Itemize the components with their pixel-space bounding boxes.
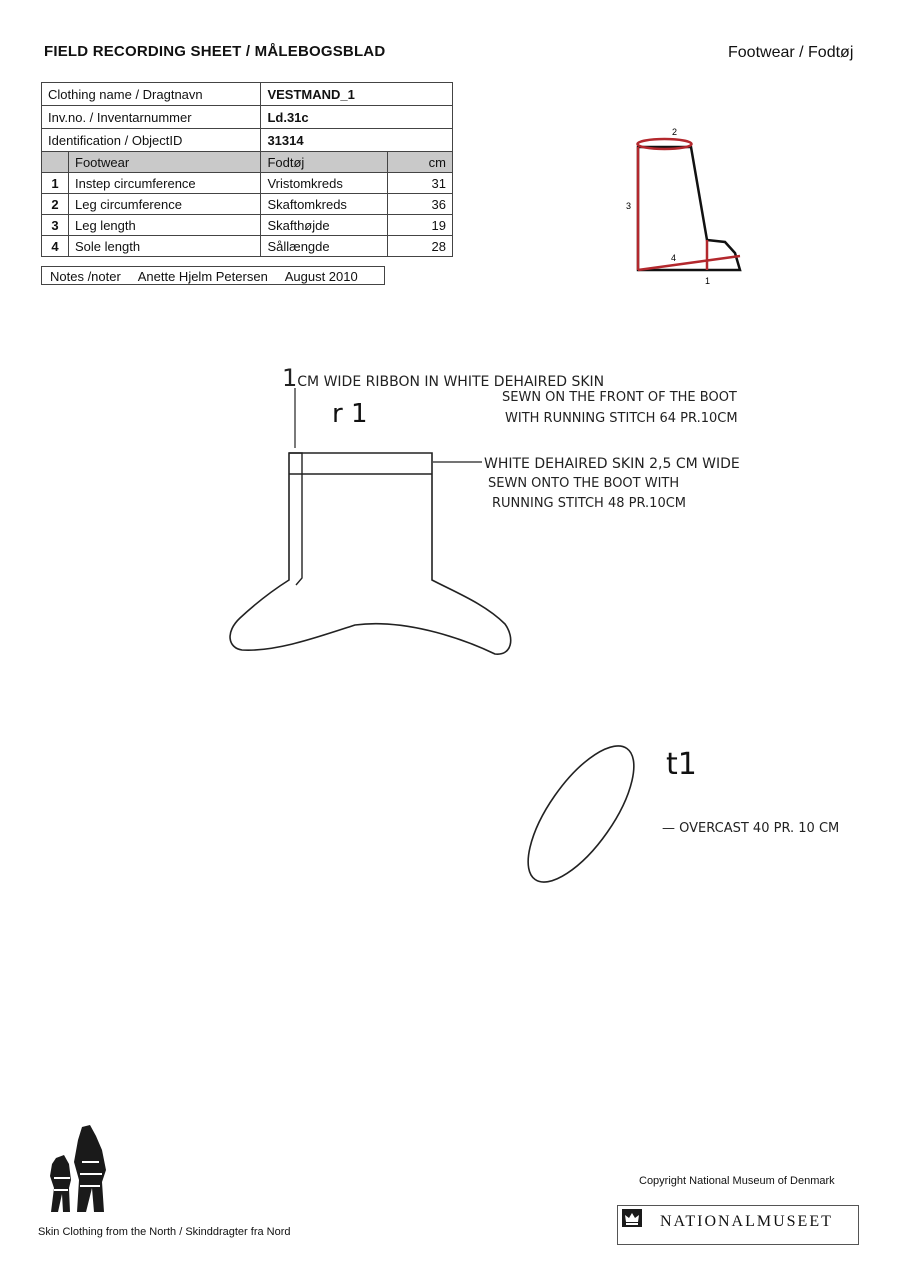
ribbon-note-line-3: WITH RUNNING STITCH 64 PR.10CM: [505, 411, 738, 426]
measure-name-en: Instep circumference: [69, 173, 261, 194]
header-fodtoj: Fodtøj: [261, 152, 388, 173]
table-row: [42, 215, 453, 236]
crown-icon: [622, 1209, 642, 1227]
measure-name-en: Leg length: [69, 215, 261, 236]
measure-name-da: Skaftomkreds: [261, 194, 388, 215]
row-number: 4: [42, 236, 69, 257]
table-header-row: [42, 152, 453, 173]
guide-label-4: 4: [671, 253, 677, 263]
table-row: [42, 173, 453, 194]
object-id-value: 31314: [261, 129, 453, 152]
table-row: [42, 83, 453, 106]
header-blank-cell: [42, 152, 69, 173]
overcast-note: — OVERCAST 40 PR. 10 CM: [662, 821, 840, 836]
ribbon-strip: [289, 453, 302, 585]
guide-label-3: 3: [626, 201, 632, 211]
measurement-guide-diagram: [600, 120, 760, 290]
meta-label: Inv.no. / Inventarnummer: [42, 106, 261, 129]
measure-name-en: Leg circumference: [69, 194, 261, 215]
meta-label: Clothing name / Dragtnavn: [42, 83, 261, 106]
label-t1: t1: [666, 747, 697, 782]
row-number: 2: [42, 194, 69, 215]
guide-label-1: 1: [705, 276, 711, 286]
row-number: 3: [42, 215, 69, 236]
table-row: [42, 236, 453, 257]
measure-name-en: Sole length: [69, 236, 261, 257]
boot-outline: [230, 453, 511, 654]
clothing-name-value: VESTMAND_1: [261, 83, 453, 106]
header-footwear: Footwear: [69, 152, 261, 173]
ribbon-note-line-2: SEWN ON THE FRONT OF THE BOOT: [502, 390, 737, 405]
sole-sketch: [515, 735, 665, 900]
notes-date: August 2010: [284, 269, 358, 284]
measure-name-da: Sållængde: [261, 236, 388, 257]
row-number: 1: [42, 173, 69, 194]
measure-name-da: Vristomkreds: [261, 173, 388, 194]
sole-outline: [515, 735, 653, 898]
copyright-text: Copyright National Museum of Denmark: [639, 1175, 835, 1187]
project-caption: Skin Clothing from the North / Skinddragter fra Nord: [38, 1226, 291, 1238]
recording-table: [41, 82, 453, 257]
measure-name-da: Skafthøjde: [261, 215, 388, 236]
boot-sketch: [220, 380, 520, 680]
museum-name: NATIONALMUSEET: [660, 1213, 833, 1230]
measure-value: 31: [388, 173, 453, 194]
category-label: Footwear / Fodtøj: [728, 44, 854, 61]
top-band-note-line-1: WHITE DEHAIRED SKIN 2,5 CM WIDE: [484, 456, 740, 472]
sheet-title: FIELD RECORDING SHEET / MÅLEBOGSBLAD: [44, 43, 386, 60]
table-row: [42, 194, 453, 215]
inventory-number-value: Ld.31c: [261, 106, 453, 129]
measure-value: 19: [388, 215, 453, 236]
table-row: [42, 106, 453, 129]
notes-author: Anette Hjelm Petersen: [137, 269, 268, 284]
notes-label: Notes /noter: [50, 269, 121, 284]
table-row: [42, 129, 453, 152]
notes-box: [41, 266, 385, 285]
guide-boot-outline: [638, 147, 740, 270]
guide-label-2: 2: [672, 127, 678, 137]
guide-sole-length: [638, 256, 740, 270]
header-unit: cm: [388, 152, 453, 173]
top-band-note-line-2: SEWN ONTO THE BOOT WITH: [488, 476, 680, 491]
measure-value: 28: [388, 236, 453, 257]
top-band-note-line-3: RUNNING STITCH 48 PR.10CM: [492, 496, 687, 511]
meta-label: Identification / ObjectID: [42, 129, 261, 152]
label-r1: r 1: [332, 399, 368, 429]
ribbon-note-line-1: 1CM WIDE RIBBON IN WHITE DEHAIRED SKIN: [282, 364, 605, 392]
measure-value: 36: [388, 194, 453, 215]
figures-logo: [44, 1122, 114, 1218]
